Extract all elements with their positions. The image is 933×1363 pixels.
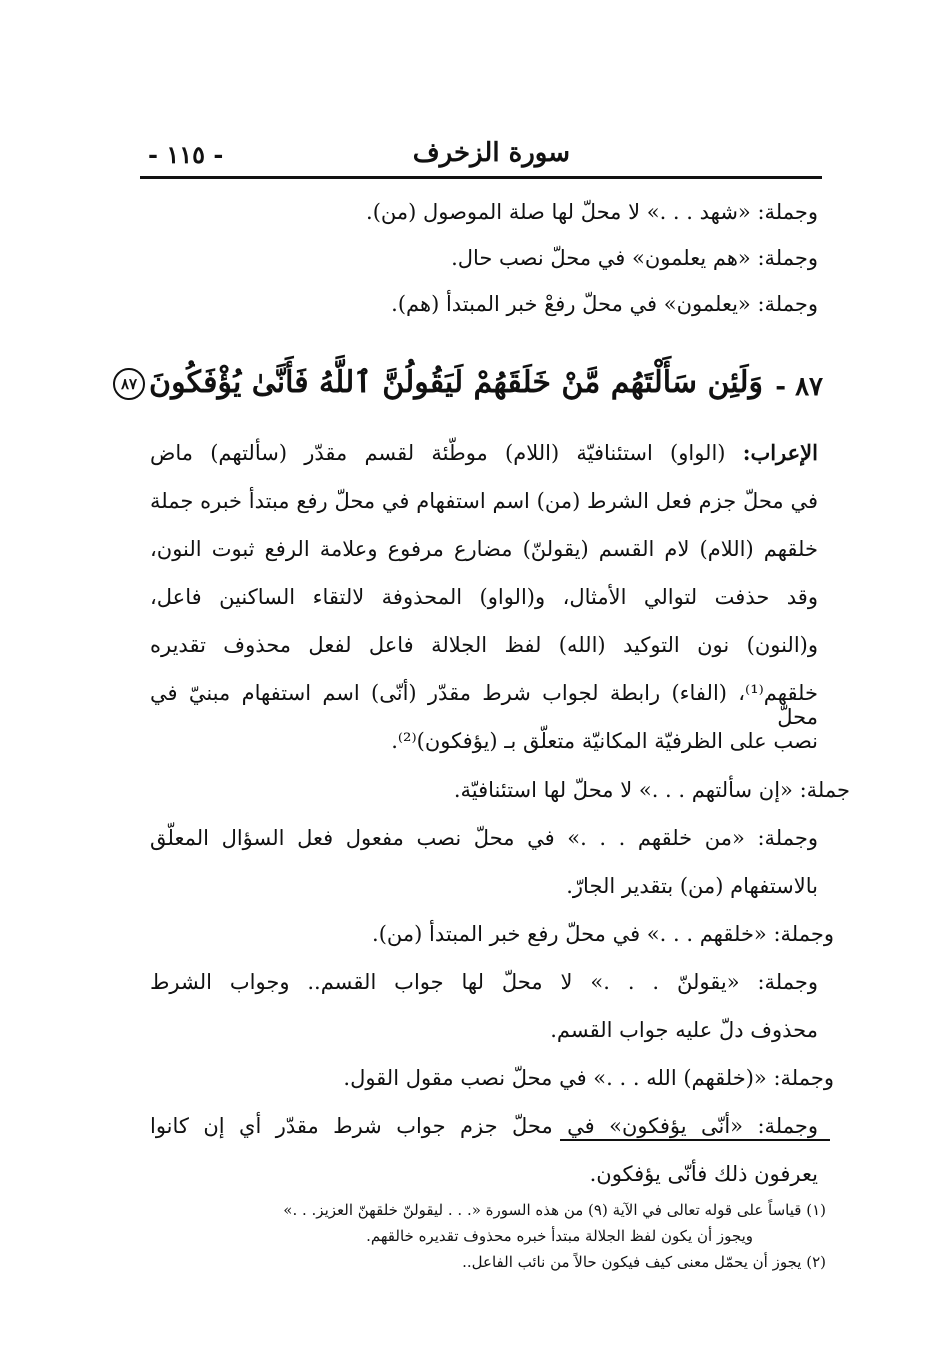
sentence-line: وجملة: «خلقهم . . .» في محلّ رفع خبر المبتدأ (من).	[372, 922, 834, 946]
sentence-line: وجملة: «شهد . . .» لا محلّ لها صلة الموصول (من).	[366, 200, 818, 224]
irab-line: خلقهم⁽¹⁾، (الفاء) رابطة لجواب شرط مقدّر (أنّى) اسم استفهام مبنيّ في محلّ	[150, 681, 818, 729]
page-number: - ١١٥ -	[148, 140, 224, 169]
quran-verse	[113, 365, 763, 400]
sentence-line: يعرفون ذلك فأنّى يؤفكون.	[589, 1162, 818, 1186]
sentence-line: وجملة: «من خلقهم . . .» في محلّ نصب مفعول فعل السؤال المعلّق	[150, 826, 818, 850]
footnote-divider	[560, 1139, 830, 1141]
sentence-line: وجملة: «(خلقهم) الله . . .» في محلّ نصب مقول القول.	[343, 1066, 834, 1090]
header-divider	[140, 176, 822, 179]
footnote-2: (٢) يجوز أن يحمّل معنى كيف فيكون حالاً من نائب الفاعل..	[462, 1253, 826, 1271]
verse-text: وَلَئِن سَأَلْتَهُم مَّنْ خَلَقَهُمْ لَيَقُولُنَّ ٱللَّهُ فَأَنَّىٰ يُؤْفَكُونَ	[149, 365, 763, 400]
sentence-line: وجملة: «أنّى يؤفكون» في محلّ جزم جواب شرط مقدّر أي إن كانوا	[150, 1114, 818, 1138]
footnote-1: (١) قياساً على قوله تعالى في الآية (٩) من هذه السورة «. . . ليقولنّ خلقهنّ العزيز. . .»	[283, 1201, 826, 1219]
irab-first-line	[150, 440, 818, 465]
irab-text: (الواو) استئنافيّة (اللام) موطّئة لقسم مقدّر (سألتهم) ماض	[150, 441, 726, 465]
irab-line: وقد حذفت لتوالي الأمثال، و(الواو) المحذوفة لالتقاء الساكنين فاعل،	[150, 585, 818, 609]
irab-line: و(النون) نون التوكيد (الله) لفظ الجلالة فاعل لفعل محذوف تقديره	[150, 633, 818, 657]
surah-title: سورة الزخرف	[412, 138, 570, 168]
irab-line: نصب على الظرفيّة المكانيّة متعلّق بـ (يؤفكون)⁽²⁾.	[391, 729, 818, 753]
verse-end-marker: ٨٧	[113, 368, 145, 400]
verse-number: ٨٧ -	[775, 372, 823, 402]
sentence-line: وجملة: «يقولنّ . . .» لا محلّ لها جواب القسم.. وجواب الشرط	[150, 970, 818, 994]
sentence-line: محذوف دلّ عليه جواب القسم.	[550, 1018, 818, 1042]
sentence-line: وجملة: «يعلمون» في محلّ رفعْ خبر المبتدأ (هم).	[391, 292, 818, 316]
footnote-1-continued: ويجوز أن يكون لفظ الجلالة مبتدأ خبره محذوف تقديره خالقهم.	[366, 1227, 753, 1245]
sentence-line: وجملة: «هم يعلمون» في محلّ نصب حال.	[451, 246, 818, 270]
page-header	[140, 138, 820, 178]
sentence-line: بالاستفهام (من) بتقدير الجارّ.	[566, 874, 818, 898]
irab-line: في محلّ جزم فعل الشرط (من) اسم استفهام في محلّ رفع مبتدأ خبره جملة	[150, 489, 818, 513]
irab-label: الإعراب:	[742, 440, 818, 465]
irab-line: خلقهم (اللام) لام القسم (يقولنّ) مضارع مرفوع وعلامة الرفع ثبوت النون،	[150, 537, 818, 561]
sentence-line: جملة: «إن سألتهم . . .» لا محلّ لها استئنافيّة.	[453, 778, 850, 802]
